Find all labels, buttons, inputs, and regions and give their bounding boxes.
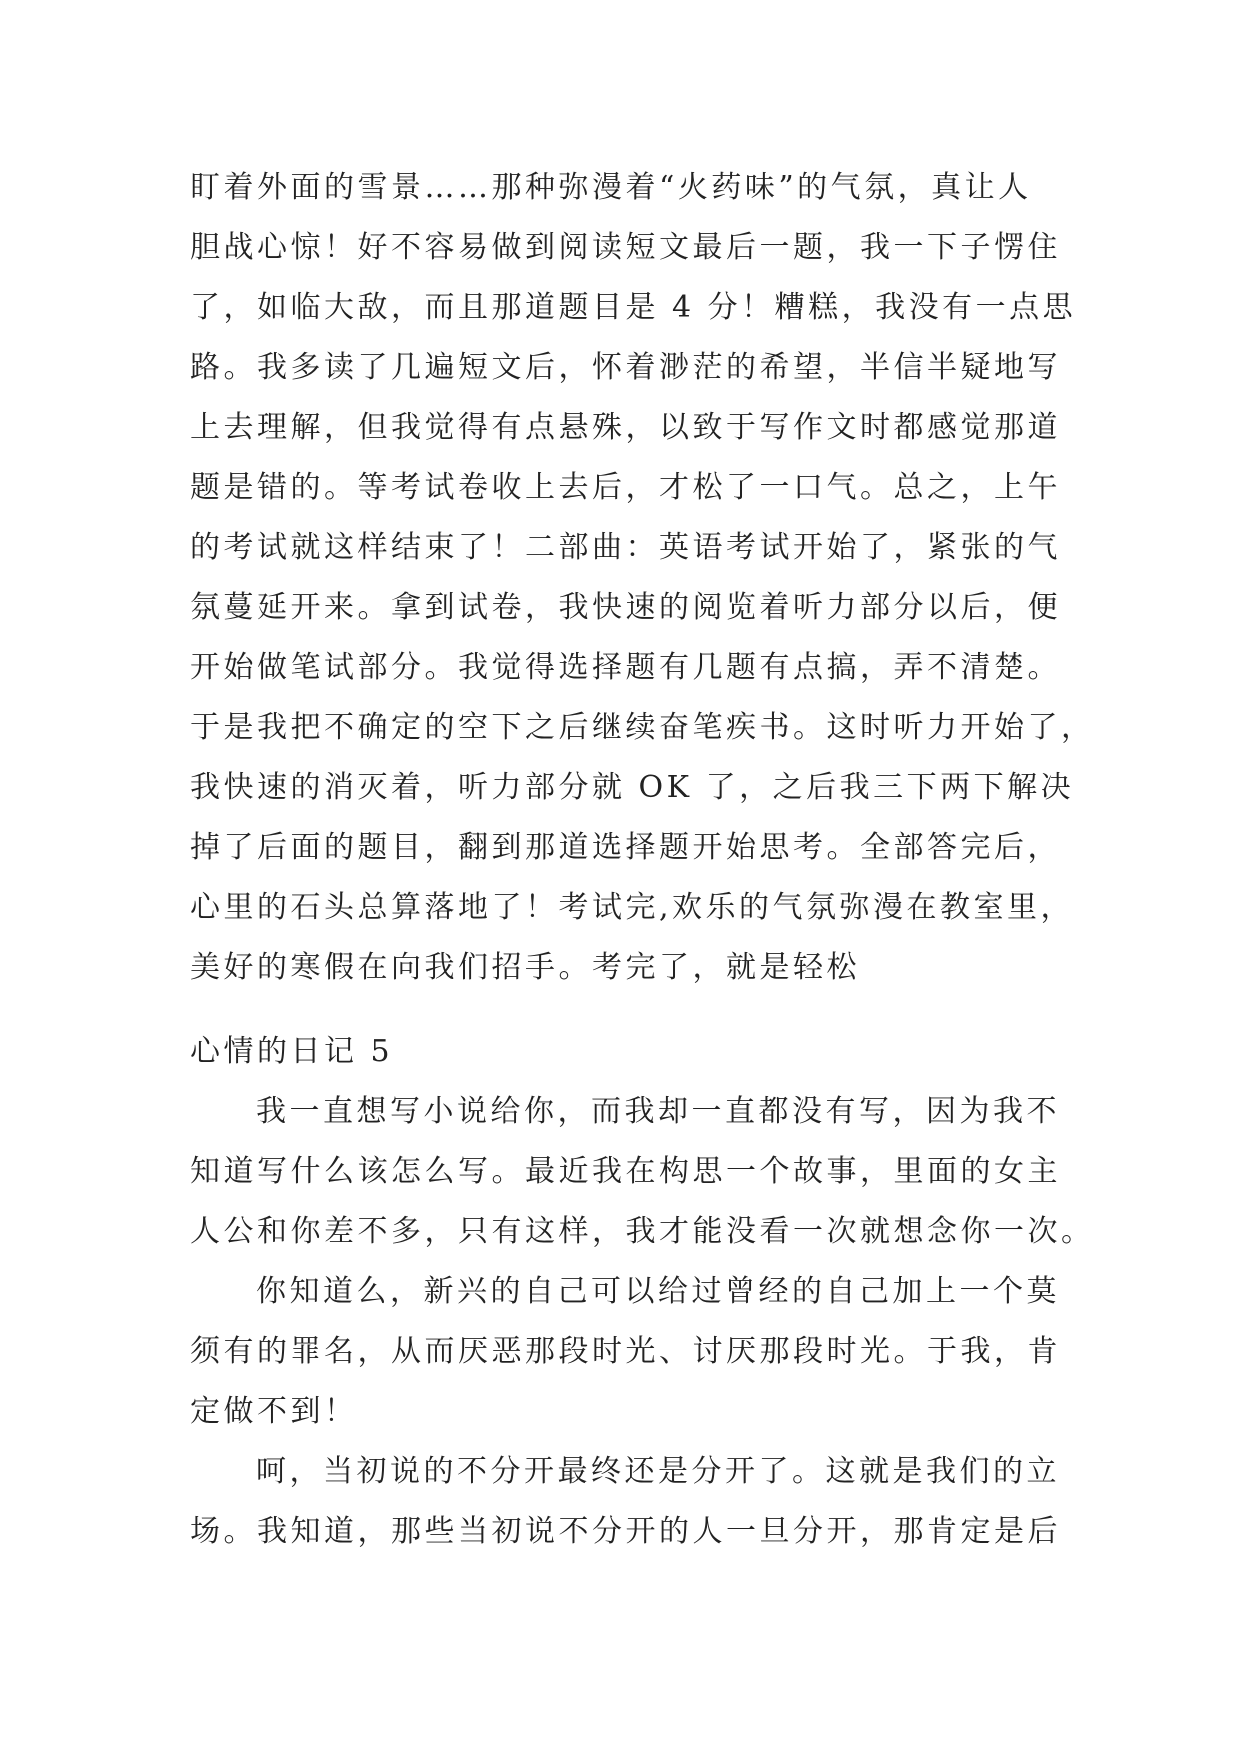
text-line: 氛蔓延开来。拿到试卷，我快速的阅览着听力部分以后，便: [190, 590, 1061, 625]
paragraph-start-line: 你知道么，新兴的自己可以给过曾经的自己加上一个莫: [256, 1274, 1060, 1309]
text-line: 掉了后面的题目，翻到那道选择题开始思考。全部答完后，: [190, 830, 1061, 865]
text-line: 人公和你差不多，只有这样，我才能没看一次就想念你一次。: [190, 1214, 1095, 1249]
diary-5-section: [190, 1022, 1095, 1562]
text-line: 场。我知道，那些当初说不分开的人一旦分开，那肯定是后: [190, 1514, 1061, 1549]
text-line: 盯着外面的雪景……那种弥漫着“火药味”的气氛，真让人: [190, 170, 1032, 205]
text-line: 了，如临大敌，而且那道题目是 4 分！糟糕，我没有一点思: [190, 290, 1077, 325]
text-line: 于是我把不确定的空下之后继续奋笔疾书。这时听力开始了，: [190, 710, 1095, 745]
paragraph-start-line: 呵，当初说的不分开最终还是分开了。这就是我们的立: [256, 1454, 1060, 1489]
text-line: 心里的石头总算落地了！考试完,欢乐的气氛弥漫在教室里，: [190, 890, 1075, 925]
text-line: 胆战心惊！好不容易做到阅读短文最后一题，我一下子愣住: [190, 230, 1061, 265]
section-heading: 心情的日记 5: [190, 1034, 394, 1069]
diary-continuation-text: [190, 158, 1095, 998]
text-line: 须有的罪名，从而厌恶那段时光、讨厌那段时光。于我，肯: [190, 1334, 1061, 1369]
text-line: 知道写什么该怎么写。最近我在构思一个故事，里面的女主: [190, 1154, 1061, 1189]
text-line: 的考试就这样结束了！二部曲：英语考试开始了，紧张的气: [190, 530, 1061, 565]
text-line: 题是错的。等考试卷收上去后，才松了一口气。总之，上午: [190, 470, 1061, 505]
text-line: 开始做笔试部分。我觉得选择题有几题有点搞，弄不清楚。: [190, 650, 1061, 685]
text-line: 我快速的消灭着，听力部分就 OK 了，之后我三下两下解决: [190, 770, 1075, 805]
text-line: 定做不到！: [190, 1394, 358, 1429]
text-line: 上去理解，但我觉得有点悬殊，以致于写作文时都感觉那道: [190, 410, 1061, 445]
paragraph-start-line: 我一直想写小说给你，而我却一直都没有写，因为我不: [256, 1094, 1060, 1129]
text-line: 美好的寒假在向我们招手。考完了，就是轻松: [190, 950, 860, 985]
text-line: 路。我多读了几遍短文后，怀着渺茫的希望，半信半疑地写: [190, 350, 1061, 385]
